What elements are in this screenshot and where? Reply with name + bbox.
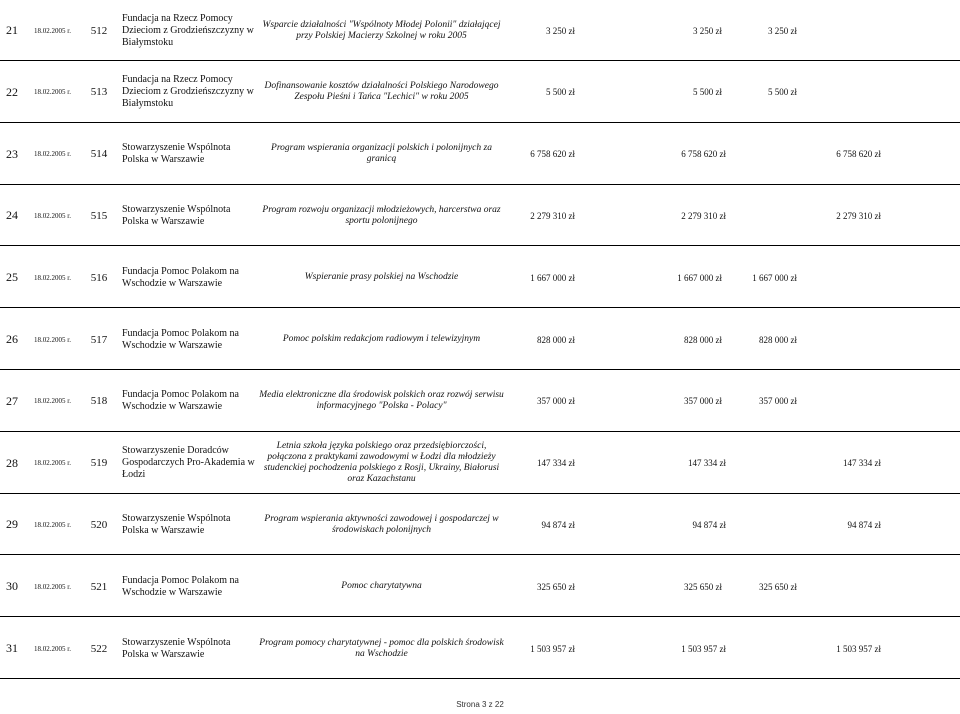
row-number bbox=[3, 62, 21, 123]
row-date bbox=[22, 371, 78, 432]
organization-name-text: Stowarzyszenie Wspólnota Polska w Warszawie bbox=[122, 512, 231, 536]
task-description-text: Letnia szkoła języka polskiego oraz przedsiębiorczości, połączona z praktykami zawodowymi w Łodzi dla młodzieży studenckiej pochodzenia polskiego z Rosji, Ukrainy, Białorusi oraz Kazachstanu bbox=[263, 441, 500, 485]
row-number-text: 26 bbox=[6, 332, 18, 346]
row-date-text: 18.02.2005 r. bbox=[34, 520, 71, 529]
row-date bbox=[22, 556, 78, 617]
amount-requested-text: 357 000 zł bbox=[537, 396, 575, 407]
organization-name bbox=[122, 371, 257, 432]
amount-total bbox=[722, 309, 797, 370]
registry-number-text: 517 bbox=[90, 333, 108, 346]
amount-granted-text: 2 279 310 zł bbox=[681, 210, 726, 221]
amount-requested-text: 94 874 zł bbox=[541, 519, 575, 530]
amount-granted-text: 147 334 zł bbox=[688, 458, 726, 469]
amount-total bbox=[806, 494, 881, 555]
row-number-text: 21 bbox=[6, 23, 18, 37]
task-description-text: Pomoc charytatywna bbox=[341, 581, 422, 592]
task-description-text: Program wspierania aktywności zawodowej i gospodarczej w środowiskach polonijnych bbox=[264, 513, 499, 535]
organization-name bbox=[122, 309, 257, 370]
row-date-text: 18.02.2005 r. bbox=[34, 459, 71, 468]
organization-name-text: Fundacja Pomoc Polakom na Wschodzie w Warszawie bbox=[122, 389, 239, 413]
row-number-text: 29 bbox=[6, 517, 18, 532]
organization-name-text: Fundacja Pomoc Polakom na Wschodzie w Warszawie bbox=[122, 327, 239, 351]
row-divider bbox=[0, 678, 960, 679]
amount-requested bbox=[505, 185, 575, 246]
amount-total bbox=[722, 371, 797, 432]
amount-requested bbox=[505, 247, 575, 308]
amount-total-text: 357 000 zł bbox=[759, 396, 797, 407]
page-footer: Strona 3 z 22 bbox=[456, 700, 504, 709]
registry-number bbox=[80, 247, 118, 308]
row-number bbox=[3, 124, 21, 185]
amount-total bbox=[722, 247, 797, 308]
organization-name-text: Fundacja na Rzecz Pomocy Dzieciom z Grodzieńszczyzny w Białymstoku bbox=[122, 74, 254, 110]
amount-granted bbox=[652, 433, 726, 494]
row-date-text: 18.02.2005 r. bbox=[34, 26, 71, 35]
organization-name bbox=[122, 618, 257, 679]
amount-requested bbox=[505, 62, 575, 123]
row-number-text: 22 bbox=[6, 84, 18, 99]
row-date bbox=[22, 247, 78, 308]
amount-requested-text: 147 334 zł bbox=[537, 458, 575, 469]
registry-number-text: 512 bbox=[90, 24, 108, 37]
row-number bbox=[3, 309, 21, 370]
task-description-text: Wsparcie działalności "Wspólnoty Młodej Polonii" działającej przy Polskiej Macierzy Szkolnej w roku 2005 bbox=[262, 19, 501, 41]
organization-name-text: Stowarzyszenie Doradców Gospodarczych Pro-Akademia w Łodzi bbox=[122, 445, 255, 481]
task-description bbox=[258, 433, 505, 494]
task-description bbox=[258, 309, 505, 370]
row-number-text: 25 bbox=[6, 270, 18, 285]
task-description bbox=[258, 371, 505, 432]
registry-number bbox=[80, 371, 118, 432]
organization-name-text: Fundacja Pomoc Polakom na Wschodzie w Warszawie bbox=[122, 574, 239, 598]
row-number bbox=[3, 556, 21, 617]
organization-name bbox=[122, 556, 257, 617]
amount-granted bbox=[648, 371, 722, 432]
table-row bbox=[0, 124, 960, 185]
organization-name-text: Stowarzyszenie Wspólnota Polska w Warszawie bbox=[122, 203, 231, 227]
row-number-text: 28 bbox=[6, 455, 18, 470]
table-row bbox=[0, 618, 960, 679]
registry-number-text: 522 bbox=[90, 642, 108, 655]
amount-total-text: 6 758 620 zł bbox=[836, 149, 881, 160]
amount-total bbox=[806, 433, 881, 494]
amount-granted bbox=[652, 494, 726, 555]
amount-requested-text: 325 650 zł bbox=[537, 581, 575, 592]
amount-granted bbox=[648, 0, 722, 61]
row-date-text: 18.02.2005 r. bbox=[34, 644, 71, 653]
task-description-text: Wspieranie prasy polskiej na Wschodzie bbox=[304, 272, 459, 283]
row-date-text: 18.02.2005 r. bbox=[34, 211, 71, 220]
organization-name bbox=[122, 124, 257, 185]
amount-requested bbox=[505, 618, 575, 679]
amount-total bbox=[722, 0, 797, 61]
task-description-text: Program rozwoju organizacji młodzieżowych, harcerstwa oraz sportu polonijnego bbox=[262, 204, 501, 226]
task-description bbox=[258, 618, 505, 679]
amount-requested-text: 6 758 620 zł bbox=[530, 149, 575, 160]
amount-total bbox=[806, 618, 881, 679]
amount-total-text: 3 250 zł bbox=[768, 25, 797, 36]
registry-number-text: 516 bbox=[90, 271, 108, 284]
registry-number-text: 520 bbox=[90, 518, 108, 531]
row-date bbox=[22, 618, 78, 679]
registry-number bbox=[80, 124, 118, 185]
task-description-text: Pomoc polskim redakcjom radiowym i telewizyjnym bbox=[282, 334, 481, 344]
amount-total bbox=[806, 124, 881, 185]
registry-number bbox=[80, 185, 118, 246]
table-row bbox=[0, 247, 960, 308]
row-number bbox=[3, 185, 21, 246]
task-description-text: Program pomocy charytatywnej - pomoc dla polskich środowisk na Wschodzie bbox=[259, 637, 504, 659]
registry-number bbox=[80, 494, 118, 555]
amount-total-text: 94 874 zł bbox=[847, 519, 881, 530]
row-number bbox=[3, 247, 21, 308]
amount-requested-text: 2 279 310 zł bbox=[530, 210, 575, 221]
registry-number-text: 518 bbox=[90, 395, 108, 408]
amount-granted bbox=[648, 556, 722, 617]
organization-name-text: Stowarzyszenie Wspólnota Polska w Warszawie bbox=[122, 636, 231, 660]
organization-name bbox=[122, 0, 257, 61]
amount-total bbox=[722, 556, 797, 617]
registry-number bbox=[80, 62, 118, 123]
row-date-text: 18.02.2005 r. bbox=[34, 335, 71, 344]
task-description bbox=[258, 124, 505, 185]
amount-granted-text: 828 000 zł bbox=[684, 334, 722, 345]
amount-total-text: 147 334 zł bbox=[843, 458, 881, 469]
amount-requested bbox=[505, 0, 575, 61]
row-number-text: 24 bbox=[6, 208, 18, 223]
organization-name bbox=[122, 494, 257, 555]
row-date bbox=[22, 124, 78, 185]
task-description-text: Dofinansowanie kosztów działalności Polskiego Narodowego Zespołu Pieśni i Tańca "Lechici" w roku 2005 bbox=[264, 81, 499, 103]
table-row bbox=[0, 0, 960, 61]
task-description-text: Program wspierania organizacji polskich i polonijnych za granicą bbox=[271, 143, 492, 165]
organization-name bbox=[122, 247, 257, 308]
amount-granted-text: 1 503 957 zł bbox=[681, 643, 726, 654]
amount-granted bbox=[648, 247, 722, 308]
amount-total-text: 325 650 zł bbox=[759, 581, 797, 592]
amount-granted bbox=[648, 62, 722, 123]
row-number bbox=[3, 494, 21, 555]
registry-number-text: 514 bbox=[90, 148, 108, 161]
amount-granted bbox=[648, 309, 722, 370]
registry-number bbox=[80, 309, 118, 370]
organization-name bbox=[122, 62, 257, 123]
table-row bbox=[0, 185, 960, 246]
row-date bbox=[22, 185, 78, 246]
table-row bbox=[0, 309, 960, 370]
amount-requested bbox=[505, 124, 575, 185]
row-date-text: 18.02.2005 r. bbox=[34, 273, 71, 282]
amount-granted-text: 1 667 000 zł bbox=[677, 272, 722, 283]
amount-granted-text: 6 758 620 zł bbox=[681, 149, 726, 160]
organization-name-text: Fundacja Pomoc Polakom na Wschodzie w Warszawie bbox=[122, 265, 239, 289]
amount-requested-text: 1 667 000 zł bbox=[530, 272, 575, 283]
amount-requested bbox=[505, 433, 575, 494]
amount-granted-text: 3 250 zł bbox=[693, 25, 722, 36]
task-description bbox=[258, 494, 505, 555]
amount-total bbox=[722, 62, 797, 123]
organization-name-text: Fundacja na Rzecz Pomocy Dzieciom z Grodzieńszczyzny w Białymstoku bbox=[122, 12, 254, 48]
row-date-text: 18.02.2005 r. bbox=[34, 88, 71, 97]
row-date bbox=[22, 494, 78, 555]
row-number-text: 23 bbox=[6, 146, 18, 161]
amount-requested-text: 3 250 zł bbox=[546, 25, 575, 36]
row-date-text: 18.02.2005 r. bbox=[34, 150, 71, 159]
row-date bbox=[22, 433, 78, 494]
organization-name-text: Stowarzyszenie Wspólnota Polska w Warszawie bbox=[122, 142, 231, 166]
amount-requested bbox=[505, 556, 575, 617]
task-description-text: Media elektroniczne dla środowisk polskich oraz rozwój serwisu informacyjnego "Polska - Polacy" bbox=[259, 390, 504, 412]
organization-name bbox=[122, 433, 257, 494]
row-number-text: 31 bbox=[6, 641, 18, 655]
amount-total-text: 2 279 310 zł bbox=[836, 210, 881, 221]
amount-granted bbox=[652, 185, 726, 246]
row-date-text: 18.02.2005 r. bbox=[34, 582, 71, 591]
task-description bbox=[258, 62, 505, 123]
amount-total-text: 5 500 zł bbox=[768, 87, 797, 98]
task-description bbox=[258, 185, 505, 246]
table-row bbox=[0, 494, 960, 555]
row-number bbox=[3, 0, 21, 61]
amount-granted-text: 5 500 zł bbox=[693, 87, 722, 98]
registry-number-text: 521 bbox=[90, 580, 108, 593]
amount-total-text: 1 503 957 zł bbox=[836, 643, 881, 654]
registry-number-text: 519 bbox=[90, 457, 108, 470]
row-date-text: 18.02.2005 r. bbox=[34, 397, 71, 406]
amount-requested bbox=[505, 494, 575, 555]
amount-requested-text: 828 000 zł bbox=[537, 334, 575, 345]
amount-granted-text: 325 650 zł bbox=[684, 581, 722, 592]
row-number bbox=[3, 433, 21, 494]
table-row bbox=[0, 556, 960, 617]
registry-number bbox=[80, 0, 118, 61]
amount-requested-text: 5 500 zł bbox=[546, 87, 575, 98]
registry-number bbox=[80, 618, 118, 679]
amount-granted-text: 357 000 zł bbox=[684, 396, 722, 407]
amount-total bbox=[806, 185, 881, 246]
amount-requested bbox=[505, 309, 575, 370]
amount-requested bbox=[505, 371, 575, 432]
registry-number bbox=[80, 556, 118, 617]
organization-name bbox=[122, 185, 257, 246]
amount-granted bbox=[652, 124, 726, 185]
row-date bbox=[22, 62, 78, 123]
row-number bbox=[3, 618, 21, 679]
amount-total-text: 828 000 zł bbox=[759, 334, 797, 345]
table-row bbox=[0, 371, 960, 432]
row-number-text: 30 bbox=[6, 579, 18, 594]
task-description bbox=[258, 0, 505, 61]
registry-number-text: 515 bbox=[90, 209, 108, 222]
task-description bbox=[258, 247, 505, 308]
table-row bbox=[0, 62, 960, 123]
row-number bbox=[3, 371, 21, 432]
row-date bbox=[22, 309, 78, 370]
amount-granted-text: 94 874 zł bbox=[692, 519, 726, 530]
row-date bbox=[22, 0, 78, 61]
table-row bbox=[0, 433, 960, 494]
amount-requested-text: 1 503 957 zł bbox=[530, 643, 575, 654]
task-description bbox=[258, 556, 505, 617]
amount-total-text: 1 667 000 zł bbox=[752, 272, 797, 283]
row-number-text: 27 bbox=[6, 393, 18, 408]
registry-number bbox=[80, 433, 118, 494]
registry-number-text: 513 bbox=[90, 86, 108, 99]
amount-granted bbox=[652, 618, 726, 679]
